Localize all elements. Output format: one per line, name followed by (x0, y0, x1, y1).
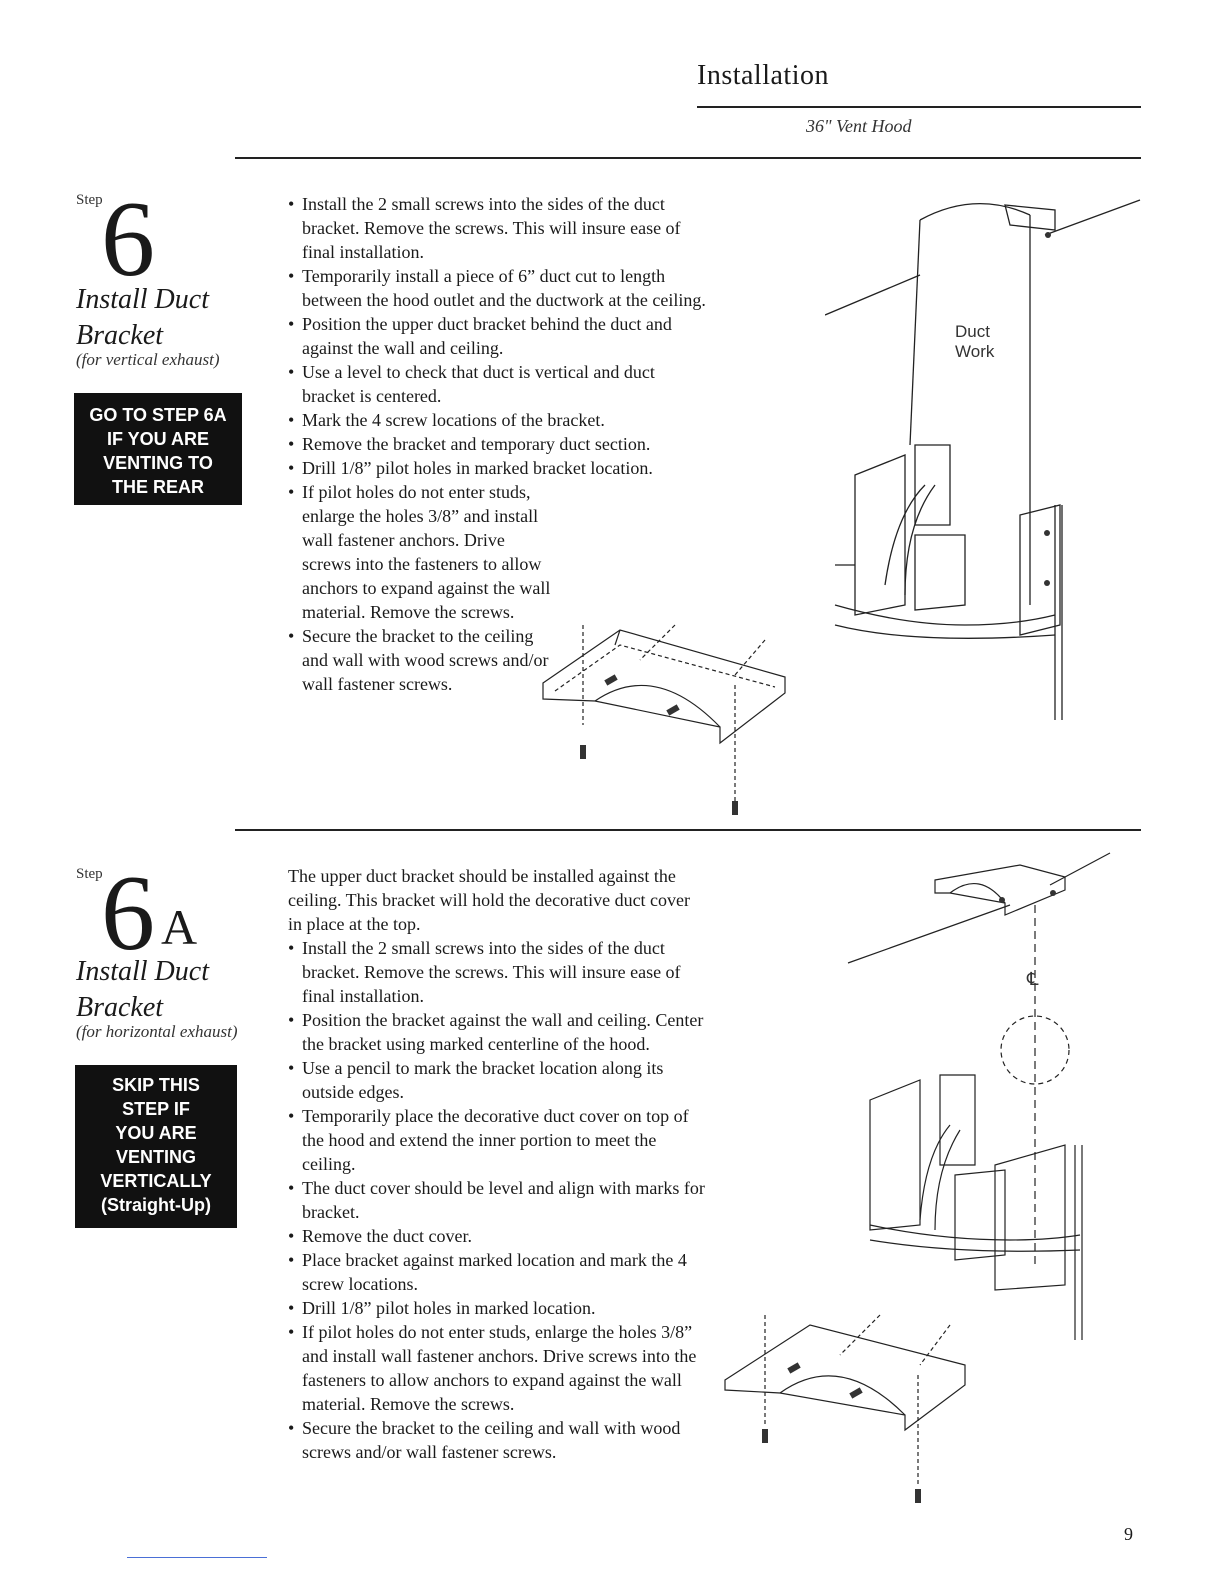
step6-bullet: • Use a level to check that duct is vertical and duct bracket is centered. (288, 360, 708, 408)
step6a-bullet: • Remove the duct cover. (288, 1224, 708, 1248)
step6-subtitle: (for vertical exhaust) (76, 350, 220, 369)
page-number: 9 (1124, 1524, 1133, 1544)
step6-bullet: • Secure the bracket to the ceiling and wall with wood screws and/or wall fastener screws. (288, 624, 552, 696)
callout-line: IF YOU ARE (106, 429, 209, 449)
step6a-callout (75, 1065, 237, 1228)
callout-line: (Straight-Up) (101, 1195, 211, 1215)
step6a-bullet: • Position the bracket against the wall and ceiling. Center the bracket using marked centerline of the hood. (288, 1008, 708, 1056)
duct-work-label-line1: Duct (955, 322, 990, 341)
step6-bracket-illustration (535, 615, 805, 825)
callout-line: STEP IF (122, 1099, 190, 1119)
step6-bullet: • Remove the bracket and temporary duct section. (288, 432, 708, 456)
step6a-bullet: • Place bracket against marked location and mark the 4 screw locations. (288, 1248, 708, 1296)
step6a-bullet: • If pilot holes do not enter studs, enlarge the holes 3/8” and install wall fastener anchors. Drive screws into the fasteners to allow anchors to expand against the wall material. Remove the screws. (288, 1320, 708, 1416)
step6-bullet: • Temporarily install a piece of 6” duct cut to length between the hood outlet and the ductwork at the ceiling. (288, 264, 708, 312)
step6a-bullet: • Secure the bracket to the ceiling and wall with wood screws and/or wall fastener screws. (288, 1416, 708, 1464)
page-title: Installation (697, 60, 829, 91)
callout-line: GO TO STEP 6A (89, 405, 227, 425)
step6-bullet: • Install the 2 small screws into the sides of the duct bracket. Remove the screws. This will insure ease of final installation. (288, 192, 708, 264)
footer-link-line (127, 1557, 267, 1558)
step6-title-line1: Install Duct (76, 284, 209, 315)
step6a-subtitle: (for horizontal exhaust) (76, 1022, 238, 1041)
callout-line: SKIP THIS (112, 1075, 200, 1095)
step6a-bullet: • Temporarily place the decorative duct cover on top of the hood and extend the inner portion to meet the ceiling. (288, 1104, 708, 1176)
step6-bullet: • Mark the 4 screw locations of the bracket. (288, 408, 708, 432)
step6-label: Step (76, 192, 103, 208)
section-divider-middle (235, 829, 1141, 831)
duct-work-label-line2: Work (955, 342, 995, 361)
page-subtitle: 36" Vent Hood (806, 116, 912, 136)
step6-title-line2: Bracket (76, 320, 164, 351)
step6-bullet: • Position the upper duct bracket behind the duct and against the wall and ceiling. (288, 312, 708, 360)
step6a-bullet: • Use a pencil to mark the bracket location along its outside edges. (288, 1056, 708, 1104)
step6a-bullet: • The duct cover should be level and align with marks for bracket. (288, 1176, 708, 1224)
step6a-title-line2: Bracket (76, 992, 164, 1023)
step6a-label: Step (76, 866, 103, 882)
step6-bullet: • Drill 1/8” pilot holes in marked bracket location. (288, 456, 708, 480)
step6a-intro: The upper duct bracket should be installed against the ceiling. This bracket will hold the decorative duct cover in place at the top. (288, 866, 691, 934)
step6a-title-line1: Install Duct (76, 956, 209, 987)
callout-line: VENTING (115, 1147, 196, 1167)
step6a-number-suffix: A (161, 899, 198, 955)
step6a-instructions (288, 936, 708, 1464)
step6a-bullet: • Drill 1/8” pilot holes in marked location. (288, 1296, 708, 1320)
step6a-number: 6 (101, 854, 155, 973)
centerline-symbol: ℄ (1027, 969, 1039, 989)
step6-callout (74, 393, 242, 505)
step6a-bullet: • Install the 2 small screws into the sides of the duct bracket. Remove the screws. This will insure ease of final installation. (288, 936, 708, 1008)
section-divider-top (235, 157, 1141, 159)
step6-bullet: • If pilot holes do not enter studs, enlarge the holes 3/8” and install wall fastener anchors. Drive screws into the fasteners to allow anchors to expand against the wall material. Remove the screws. (288, 480, 552, 624)
step6-number: 6 (101, 180, 155, 299)
callout-line: VERTICALLY (100, 1171, 212, 1191)
header-rule (697, 106, 1141, 108)
step6-duct-illustration (825, 185, 1145, 725)
callout-line: YOU ARE (115, 1123, 197, 1143)
step6a-illustration (720, 845, 1140, 1515)
callout-line: VENTING TO (103, 453, 213, 473)
callout-line: THE REAR (111, 477, 204, 497)
